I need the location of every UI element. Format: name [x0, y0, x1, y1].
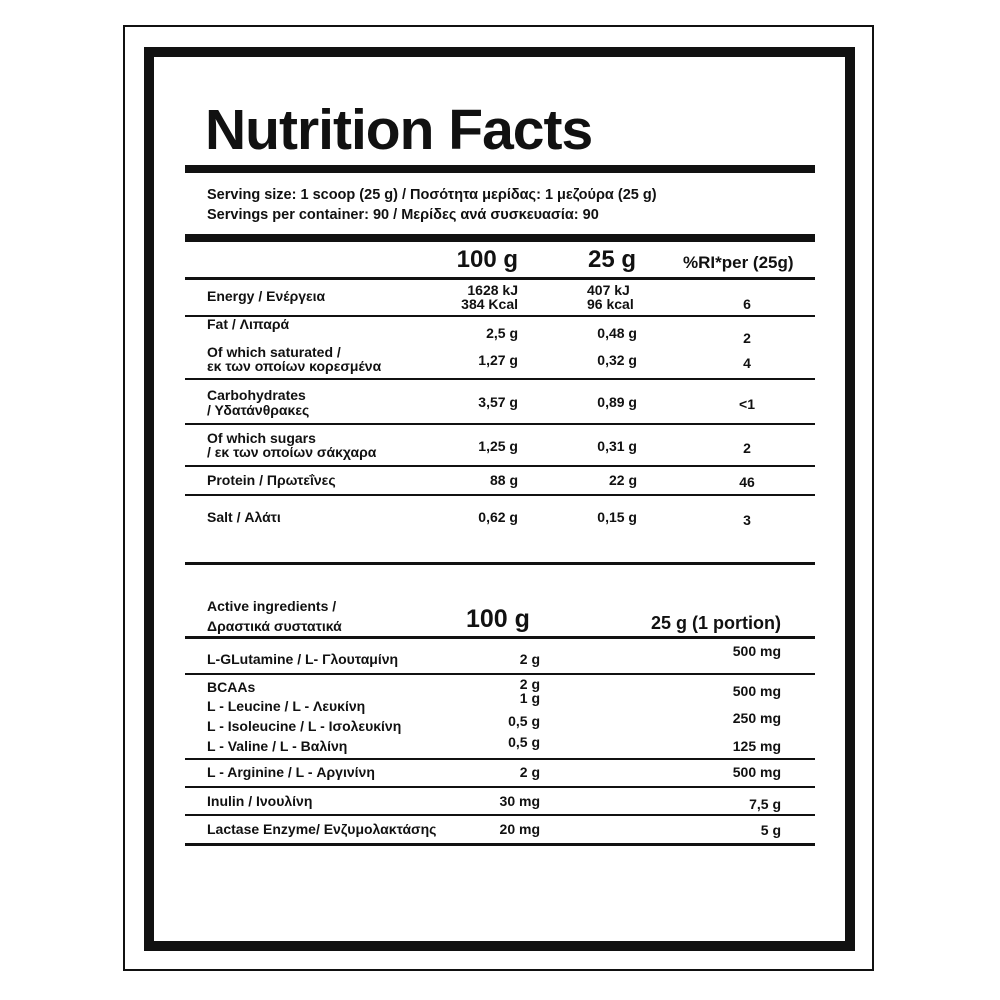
- nutrient-label: Protein / Πρωτεΐνες: [207, 472, 336, 488]
- value-25g: 0,32 g: [597, 352, 637, 368]
- nutrient-label: Carbohydrates: [207, 387, 306, 403]
- ingredient-label: Lactase Enzyme/ Ενζυμολακτάσης: [207, 821, 437, 837]
- row-divider: [185, 465, 815, 467]
- value-portion: 500 mg: [732, 764, 781, 780]
- value-100g: 384 Kcal: [461, 296, 518, 312]
- value-25g: 0,48 g: [597, 325, 637, 341]
- col-ri-header: %RI*per (25g): [683, 253, 794, 272]
- value-ri: 46: [739, 474, 755, 490]
- ingredient-label: L - Valine / L - Βαλίνη: [207, 738, 348, 754]
- value-100g: 3,57 g: [478, 394, 518, 410]
- value-100g: 0,5 g: [508, 713, 540, 729]
- value-100g: 1 g: [519, 690, 540, 706]
- active-header-label: Active ingredients /: [207, 598, 337, 614]
- active-header-label: Δραστικά συστατικά: [207, 618, 342, 634]
- nutrient-label: / εκ των οποίων σάκχαρα: [207, 444, 377, 460]
- value-100g: 2 g: [519, 764, 540, 780]
- section-rule: [185, 562, 815, 565]
- value-ri: 3: [743, 512, 751, 528]
- value-100g: 2,5 g: [486, 325, 518, 341]
- value-portion: 5 g: [760, 822, 781, 838]
- title-rule: [185, 165, 815, 173]
- col-100g-header: 100 g: [466, 605, 530, 633]
- row-divider: [185, 814, 815, 816]
- row-divider: [185, 673, 815, 675]
- ingredient-label: L - Arginine / L - Αργινίνη: [207, 764, 375, 780]
- row-divider: [185, 423, 815, 425]
- page-title: Nutrition Facts: [205, 98, 593, 162]
- nutrient-label: εκ των οποίων κορεσμένα: [207, 358, 382, 374]
- value-100g: 88 g: [489, 472, 518, 488]
- value-25g: 96 kcal: [587, 296, 634, 312]
- value-100g: 0,5 g: [508, 734, 540, 750]
- value-100g: 2 g: [519, 651, 540, 667]
- value-portion: 7,5 g: [749, 796, 781, 812]
- value-portion: 250 mg: [732, 710, 781, 726]
- value-25g: 407 kJ: [587, 282, 630, 298]
- ingredient-label: L - Leucine / L - Λευκίνη: [207, 698, 366, 714]
- nutrient-label: Fat / Λιπαρά: [207, 316, 290, 332]
- value-portion: 500 mg: [732, 683, 781, 699]
- serving-size: Serving size: 1 scoop (25 g) / Ποσότητα μερίδας: 1 μεζούρα (25 g): [207, 187, 657, 203]
- value-100g: 30 mg: [499, 793, 540, 809]
- nutrient-label: / Υδατάνθρακες: [207, 402, 310, 418]
- row-divider: [185, 494, 815, 496]
- value-ri: 2: [743, 330, 751, 346]
- row-divider: [185, 378, 815, 380]
- value-100g: 1628 kJ: [467, 282, 518, 298]
- servings-per-container: Servings per container: 90 / Μερίδες ανά συσκευασία: 90: [207, 207, 599, 223]
- row-divider: [185, 758, 815, 760]
- value-ri: 2: [743, 440, 751, 456]
- value-100g: 0,62 g: [478, 509, 518, 525]
- nutrient-label: Of which saturated /: [207, 344, 341, 360]
- value-ri: <1: [739, 396, 755, 412]
- ingredient-label: Inulin / Ινουλίνη: [207, 793, 313, 809]
- value-100g: 1,27 g: [478, 352, 518, 368]
- value-25g: 0,15 g: [597, 509, 637, 525]
- ingredient-label: L - Isoleucine / L - Ισολευκίνη: [207, 718, 402, 734]
- value-ri: 4: [743, 355, 751, 371]
- ingredient-label: L-GLutamine / L- Γλουταμίνη: [207, 651, 399, 667]
- nutrient-label: Salt / Αλάτι: [207, 509, 281, 525]
- row-divider: [185, 277, 815, 280]
- bottom-rule: [185, 843, 815, 846]
- value-100g: 1,25 g: [478, 438, 518, 454]
- row-divider: [185, 786, 815, 788]
- section-rule: [185, 234, 815, 242]
- value-100g: 2 g: [519, 676, 540, 692]
- value-100g: 20 mg: [499, 821, 540, 837]
- row-divider: [185, 636, 815, 639]
- value-25g: 22 g: [608, 472, 637, 488]
- col-25g-header: 25 g: [587, 246, 636, 273]
- value-25g: 0,31 g: [597, 438, 637, 454]
- value-25g: 0,89 g: [597, 394, 637, 410]
- nutrient-label: Energy / Ενέργεια: [207, 288, 326, 304]
- ingredient-label: BCAAs: [207, 679, 256, 695]
- value-portion: 500 mg: [732, 643, 781, 659]
- value-portion: 125 mg: [732, 738, 781, 754]
- col-portion-header: 25 g (1 portion): [651, 613, 781, 633]
- col-100g-header: 100 g: [456, 246, 518, 273]
- nutrient-label: Of which sugars: [207, 430, 316, 446]
- value-ri: 6: [743, 296, 751, 312]
